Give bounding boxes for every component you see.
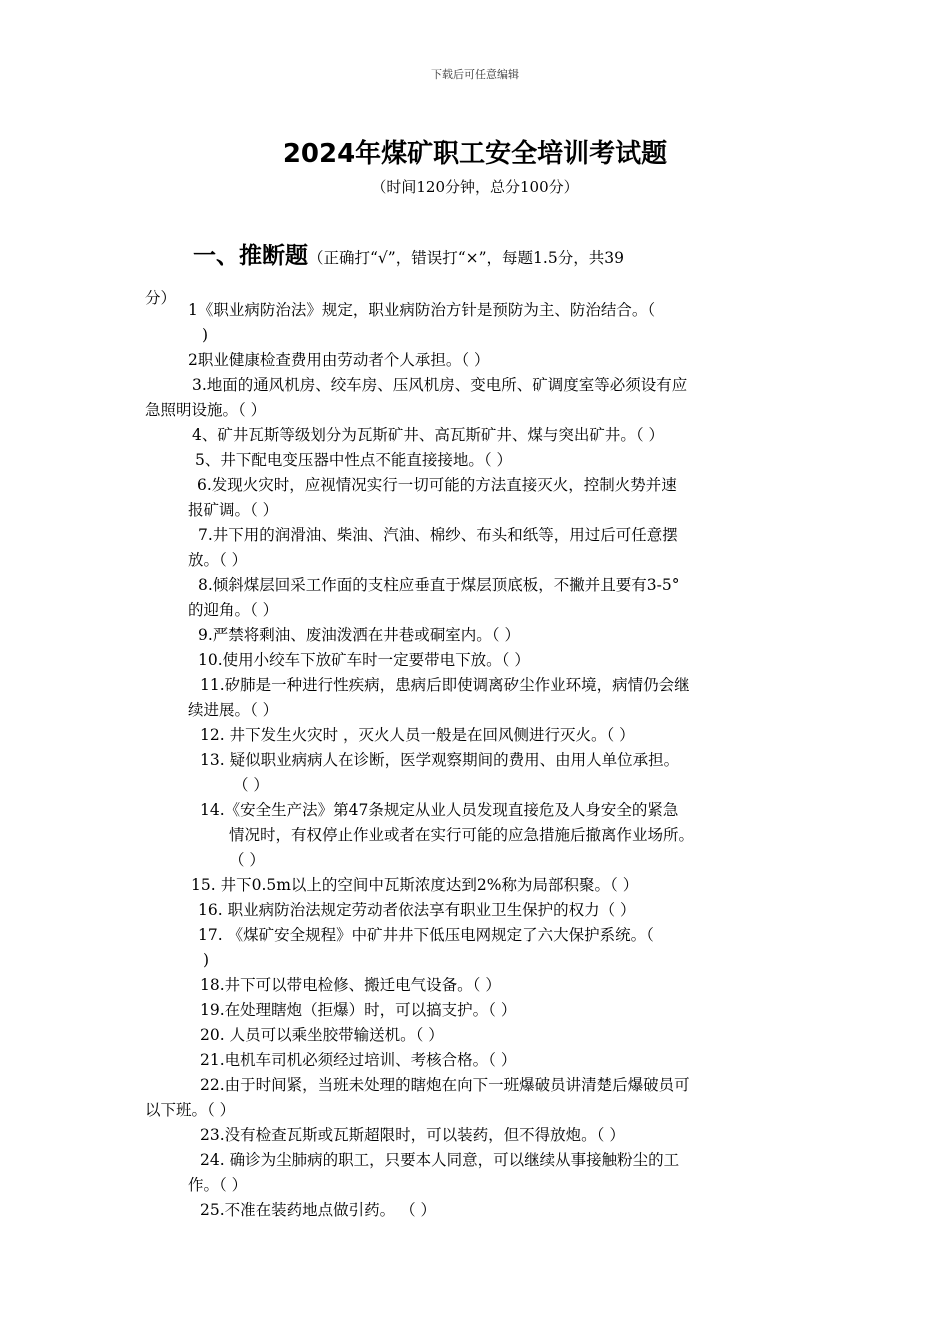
question-list (145, 298, 815, 1223)
question-item (145, 748, 815, 798)
question-text: 11.矽肺是一种进行性疾病，患病后即使调离矽尘作业环境，病情仍会继 (200, 676, 690, 694)
question-item (145, 998, 815, 1023)
question-text: 22.由于时间紧，当班未处理的瞎炮在向下一班爆破员讲清楚后爆破员可 (200, 1076, 690, 1094)
page-title: 2024年煤矿职工安全培训考试题 (282, 139, 668, 169)
question-text-cont: （ ） (233, 776, 269, 794)
question-item (145, 473, 815, 523)
question-text-cont: ) (203, 951, 210, 969)
section-heading-title: 一、推断题 (193, 243, 308, 269)
question-text: 16. 职业病防治法规定劳动者依法享有职业卫生保护的权力（ ） (198, 901, 636, 919)
question-text: 21.电机车司机必须经过培训、考核合格。（ ） (200, 1051, 517, 1069)
section-heading-note: （正确打“√”，错误打“×”，每题1.5分，共39 (308, 249, 624, 267)
question-text-cont: 的迎角。（ ） (188, 601, 279, 619)
question-text: 12. 井下发生火灾时 ，灭火人员一般是在回风侧进行灭火。（ ） (200, 726, 635, 744)
question-text-cont: 情况时，有权停止作业或者在实行可能的应急措施后撤离作业场所。 (229, 826, 695, 844)
question-text: 3.地面的通风机房、绞车房、压风机房、变电所、矿调度室等必须设有应 (192, 376, 688, 394)
question-text-cont: 报矿调。（ ） (188, 501, 279, 519)
question-text-cont: 以下班。（ ） (145, 1101, 236, 1119)
question-item (145, 1023, 815, 1048)
question-text-cont: 急照明设施。（ ） (145, 401, 267, 419)
question-text-cont: 放。（ ） (188, 551, 248, 569)
question-item (145, 373, 815, 423)
header-note: 下载后可任意编辑 (431, 68, 519, 81)
question-item (145, 973, 815, 998)
question-text: 5、井下配电变压器中性点不能直接接地。（ ） (195, 451, 513, 469)
question-item (145, 348, 815, 373)
question-text: 24. 确诊为尘肺病的职工，只要本人同意，可以继续从事接触粉尘的工 (200, 1151, 680, 1169)
question-text: 4、矿井瓦斯等级划分为瓦斯矿井、高瓦斯矿井、煤与突出矿井。（ ） (192, 426, 665, 444)
question-item (145, 798, 815, 873)
question-text: 18.井下可以带电检修、搬迁电气设备。（ ） (200, 976, 501, 994)
question-item (145, 723, 815, 748)
question-item (145, 423, 815, 448)
question-item (145, 623, 815, 648)
question-text: 15. 井下0.5m以上的空间中瓦斯浓度达到2%称为局部积聚。（ ） (191, 876, 639, 894)
section-heading-note-cont: 分） (145, 289, 177, 307)
question-item (145, 873, 815, 898)
question-item (145, 573, 815, 623)
question-item (145, 1123, 815, 1148)
question-item (145, 448, 815, 473)
question-text-cont: ) (202, 326, 209, 344)
question-text: 25.不准在装药地点做引药。 （ ） (200, 1201, 437, 1219)
question-item (145, 673, 815, 723)
question-text: 13. 疑似职业病病人在诊断，医学观察期间的费用、由用人单位承担。 (200, 751, 680, 769)
question-item (145, 1073, 815, 1123)
question-item (145, 298, 815, 348)
question-text-cont: （ ） (229, 851, 265, 869)
question-text: 23.没有检查瓦斯或瓦斯超限时，可以装药，但不得放炮。（ ） (200, 1126, 625, 1144)
question-text: 2职业健康检查费用由劳动者个人承担。（ ） (188, 351, 490, 369)
question-text: 8.倾斜煤层回采工作面的支柱应垂直于煤层顶底板，不撇并且要有3-5° (198, 576, 680, 594)
question-text: 14.《安全生产法》第47条规定从业人员发现直接危及人身安全的紧急 (200, 801, 679, 819)
question-item (145, 523, 815, 573)
question-item (145, 648, 815, 673)
question-text-cont: 作。（ ） (188, 1176, 248, 1194)
question-text: 17. 《煤矿安全规程》中矿井井下低压电网规定了六大保护系统。（ (198, 926, 654, 944)
question-item (145, 1198, 815, 1223)
question-item (145, 1148, 815, 1198)
question-item (145, 923, 815, 973)
question-text: 10.使用小绞车下放矿车时一定要带电下放。（ ） (198, 651, 530, 669)
question-text: 19.在处理瞎炮（拒爆）时，可以搞支护。（ ） (200, 1001, 517, 1019)
question-text-cont: 续进展。（ ） (188, 701, 279, 719)
question-text: 7.井下用的润滑油、柴油、汽油、棉纱、布头和纸等，用过后可任意摆 (198, 526, 678, 544)
question-text: 9.严禁将剩油、废油泼洒在井巷或硐室内。（ ） (198, 626, 520, 644)
page-subtitle: （时间120分钟，总分100分） (371, 178, 579, 196)
question-text: 6.发现火灾时，应视情况实行一切可能的方法直接灭火，控制火势并速 (197, 476, 677, 494)
question-item (145, 898, 815, 923)
question-text: 1《职业病防治法》规定，职业病防治方针是预防为主、防治结合。（ (188, 301, 656, 319)
question-text: 20. 人员可以乘坐胶带输送机。（ ） (200, 1026, 444, 1044)
question-item (145, 1048, 815, 1073)
